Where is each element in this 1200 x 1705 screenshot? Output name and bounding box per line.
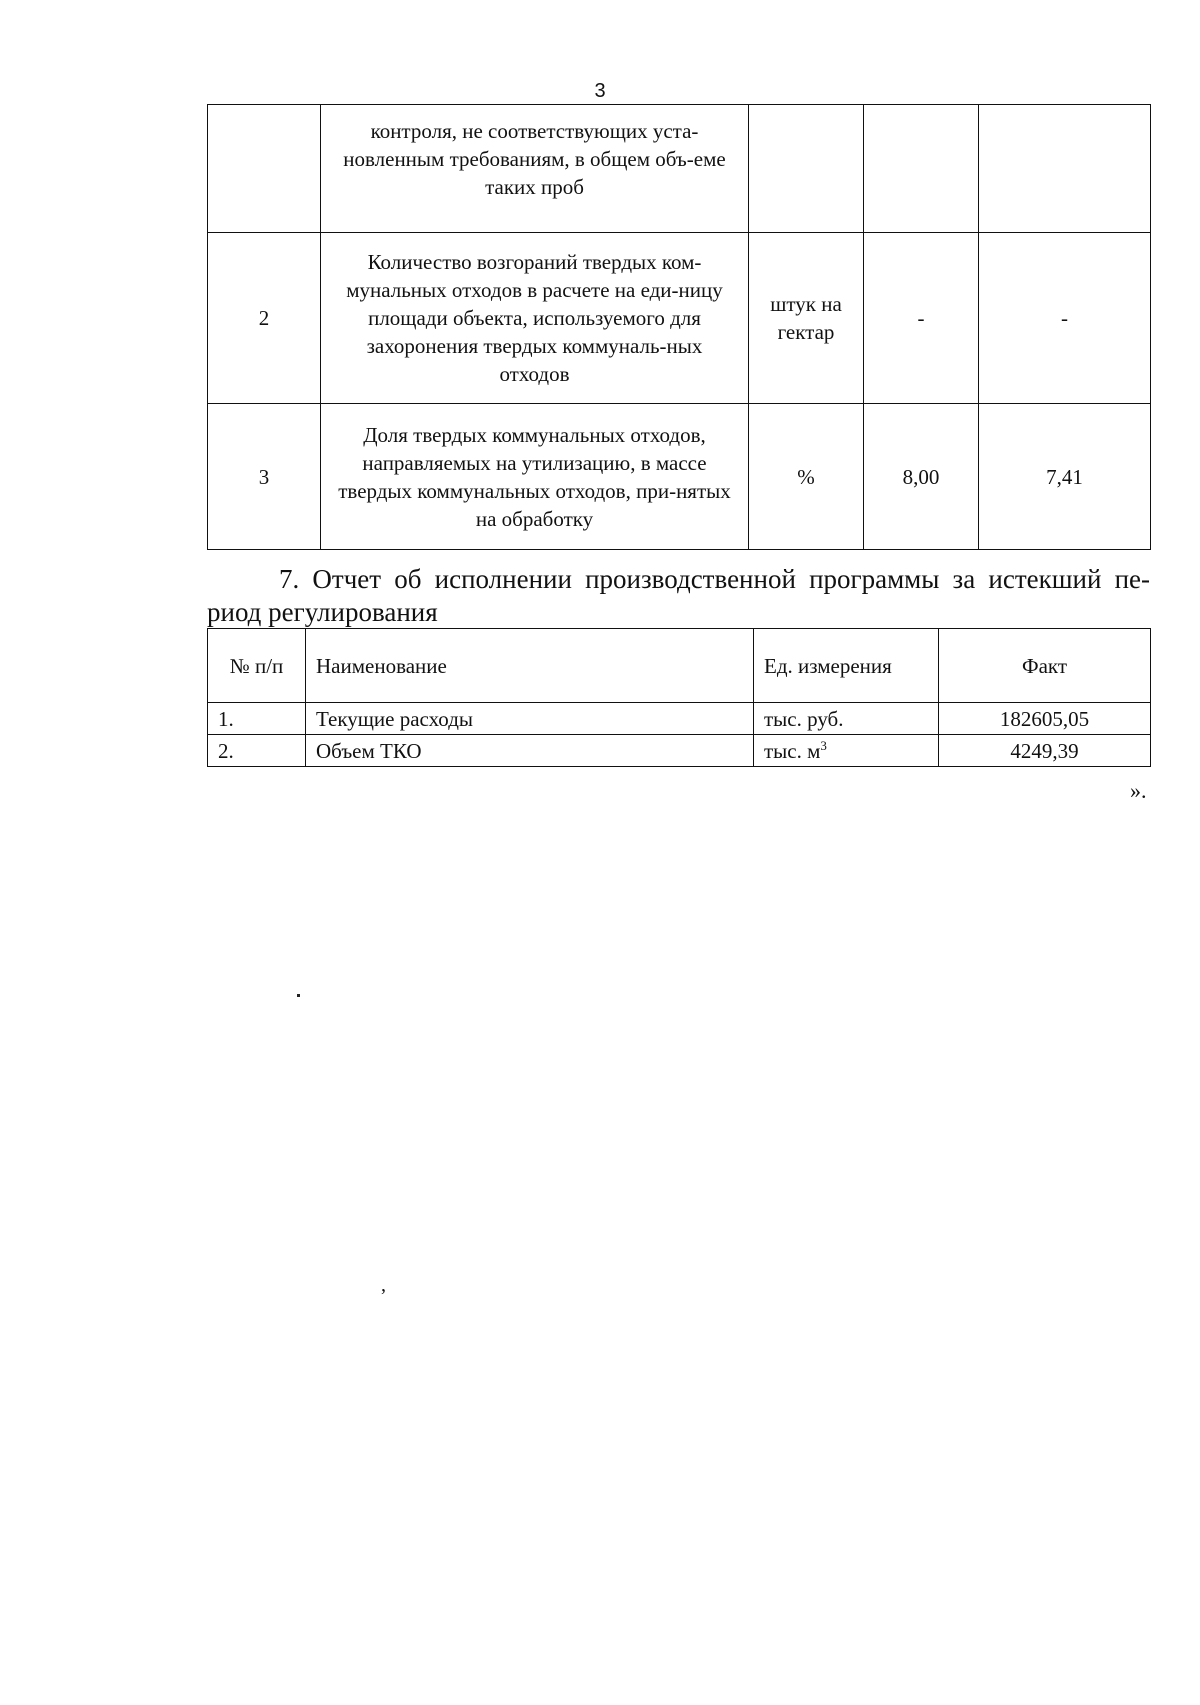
plan-value bbox=[864, 105, 979, 233]
table-row bbox=[208, 233, 1151, 404]
row-unit bbox=[754, 735, 939, 767]
stray-mark: , bbox=[381, 1274, 386, 1296]
row-unit-text: тыс. руб. bbox=[764, 706, 844, 731]
row-unit-text: тыс. м bbox=[764, 738, 821, 763]
row-unit bbox=[754, 703, 939, 735]
scan-speck bbox=[297, 994, 300, 997]
unit-cell bbox=[749, 105, 864, 233]
closing-quote: ». bbox=[1130, 778, 1147, 803]
plan-value: - bbox=[864, 233, 979, 404]
header-unit: Ед. измерения bbox=[754, 629, 939, 703]
unit-superscript: 3 bbox=[820, 737, 827, 753]
indicator-description: Доля твердых коммунальных отходов, направляемых на утилизацию, в массе твердых коммунальных отходов, при-нятых на обработку bbox=[321, 404, 749, 550]
unit-cell: % bbox=[749, 404, 864, 550]
indicator-description: Количество возгораний твердых ком-мунальных отходов в расчете на еди-ницу площади объекта, используемого для захоронения твердых коммуналь-ных отходов bbox=[321, 233, 749, 404]
header-name: Наименование bbox=[306, 629, 754, 703]
row-number bbox=[208, 105, 321, 233]
row-number: 2. bbox=[208, 735, 306, 767]
row-name: Текущие расходы bbox=[306, 703, 754, 735]
plan-value: 8,00 bbox=[864, 404, 979, 550]
row-number: 1. bbox=[208, 703, 306, 735]
header-number: № п/п bbox=[208, 629, 306, 703]
program-report-table bbox=[207, 628, 1151, 767]
section-title: 7. Отчет об исполнении производственной программы за истекший пе-риод регулирования bbox=[207, 564, 1150, 627]
table-row bbox=[208, 404, 1151, 550]
unit-cell: штук на гектар bbox=[749, 233, 864, 404]
table-header-row bbox=[208, 629, 1151, 703]
fact-value bbox=[979, 105, 1151, 233]
row-number: 2 bbox=[208, 233, 321, 404]
indicators-table bbox=[207, 104, 1151, 550]
row-name: Объем ТКО bbox=[306, 735, 754, 767]
page-number: 3 bbox=[594, 80, 606, 102]
table-row bbox=[208, 105, 1151, 233]
table-row bbox=[208, 703, 1151, 735]
fact-value: 7,41 bbox=[979, 404, 1151, 550]
row-fact: 4249,39 bbox=[939, 735, 1151, 767]
header-fact: Факт bbox=[939, 629, 1151, 703]
table-row bbox=[208, 735, 1151, 767]
fact-value: - bbox=[979, 233, 1151, 404]
indicator-description: контроля, не соответствующих уста-новленным требованиям, в общем объ-еме таких проб bbox=[321, 105, 749, 233]
row-fact: 182605,05 bbox=[939, 703, 1151, 735]
row-number: 3 bbox=[208, 404, 321, 550]
